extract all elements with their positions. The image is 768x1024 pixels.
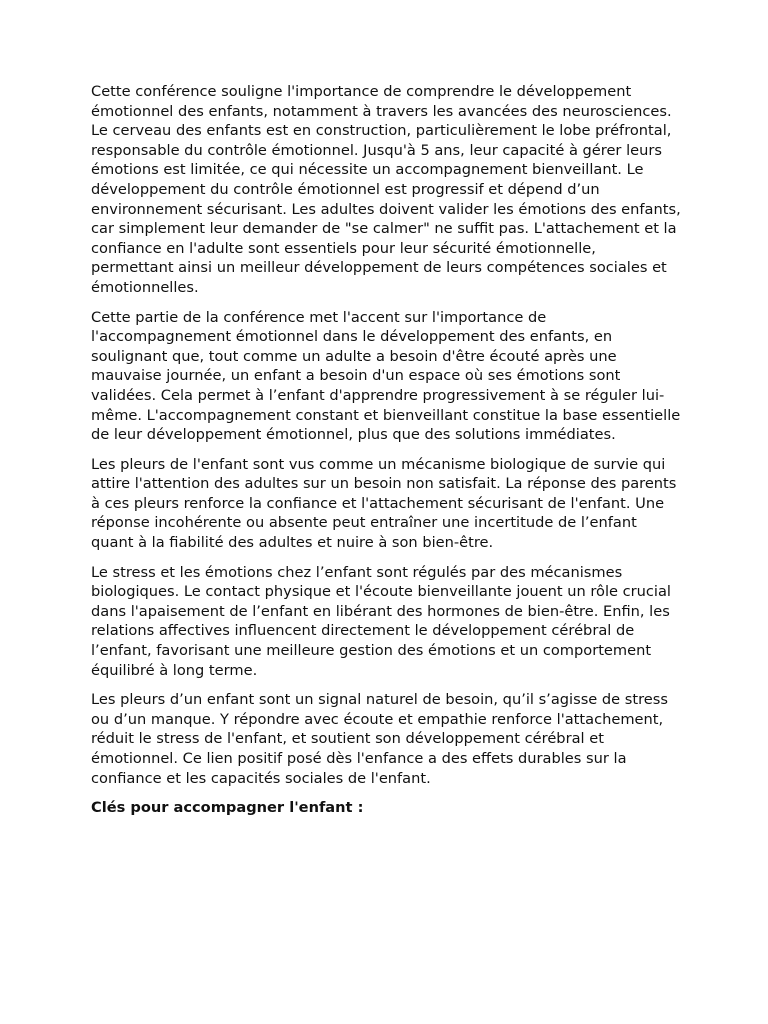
paragraph-2: Cette partie de la conférence met l'accent sur l'importance de l'accompagnement émotionnel dans le développement des enfants, en soulignant que, tout comme un adulte a besoin d'être écouté après une mauvaise journée, un enfant a besoin d'un espace où ses émotions sont validées. Cela permet à l’enfant d'apprendre progressivement à se réguler lui-même. L'accompagnement constant et bienveillant constitue la base essentielle de leur développement émotionnel, plus que des solutions immédiates. [91,308,681,444]
paragraph-4: Le stress et les émotions chez l’enfant sont régulés par des mécanismes biologiques. Le contact physique et l'écoute bienveillante jouent un rôle crucial dans l'apaisement de l’enfant en libérant des hormones de bien-être. Enfin, les relations affectives influencent directement le développement cérébral de l’enfant, favorisant une meilleure gestion des émotions et un comportement équilibré à long terme. [91,563,671,679]
paragraph-1: Cette conférence souligne l'importance de comprendre le développement émotionnel des enfants, notamment à travers les avancées des neurosciences. Le cerveau des enfants est en construction, particulièrement le lobe préfrontal, responsable du contrôle émotionnel. Jusqu'à 5 ans, leur capacité à gérer leurs émotions est limitée, ce qui nécessite un accompagnement bienveillant. Le développement du contrôle émotionnel est progressif et dépend d’un environnement sécurisant. Les adultes doivent valider les émotions des enfants, car simplement leur demander de "se calmer" ne suffit pas. L'attachement et la confiance en l'adulte sont essentiels pour leur sécurité émotionnelle, permettant ainsi un meilleur développement de leurs compétences sociales et émotionnelles. [91,83,681,296]
section-heading: Clés pour accompagner l'enfant : [91,799,364,817]
paragraph-3: Les pleurs de l'enfant sont vus comme un mécanisme biologique de survie qui attire l'attention des adultes sur un besoin non satisfait. La réponse des parents à ces pleurs renforce la confiance et l'attachement sécurisant de l'enfant. Une réponse incohérente ou absente peut entraîner une incertitude de l’enfant quant à la fiabilité des adultes et nuire à son bien-être. [91,455,677,552]
document-page [91,82,681,818]
paragraph-5: Les pleurs d’un enfant sont un signal naturel de besoin, qu’il s’agisse de stress ou d’un manque. Y répondre avec écoute et empathie renforce l'attachement, réduit le stress de l'enfant, et soutient son développement cérébral et émotionnel. Ce lien positif posé dès l'enfance a des effets durables sur la confiance et les capacités sociales de l'enfant. [91,691,668,787]
